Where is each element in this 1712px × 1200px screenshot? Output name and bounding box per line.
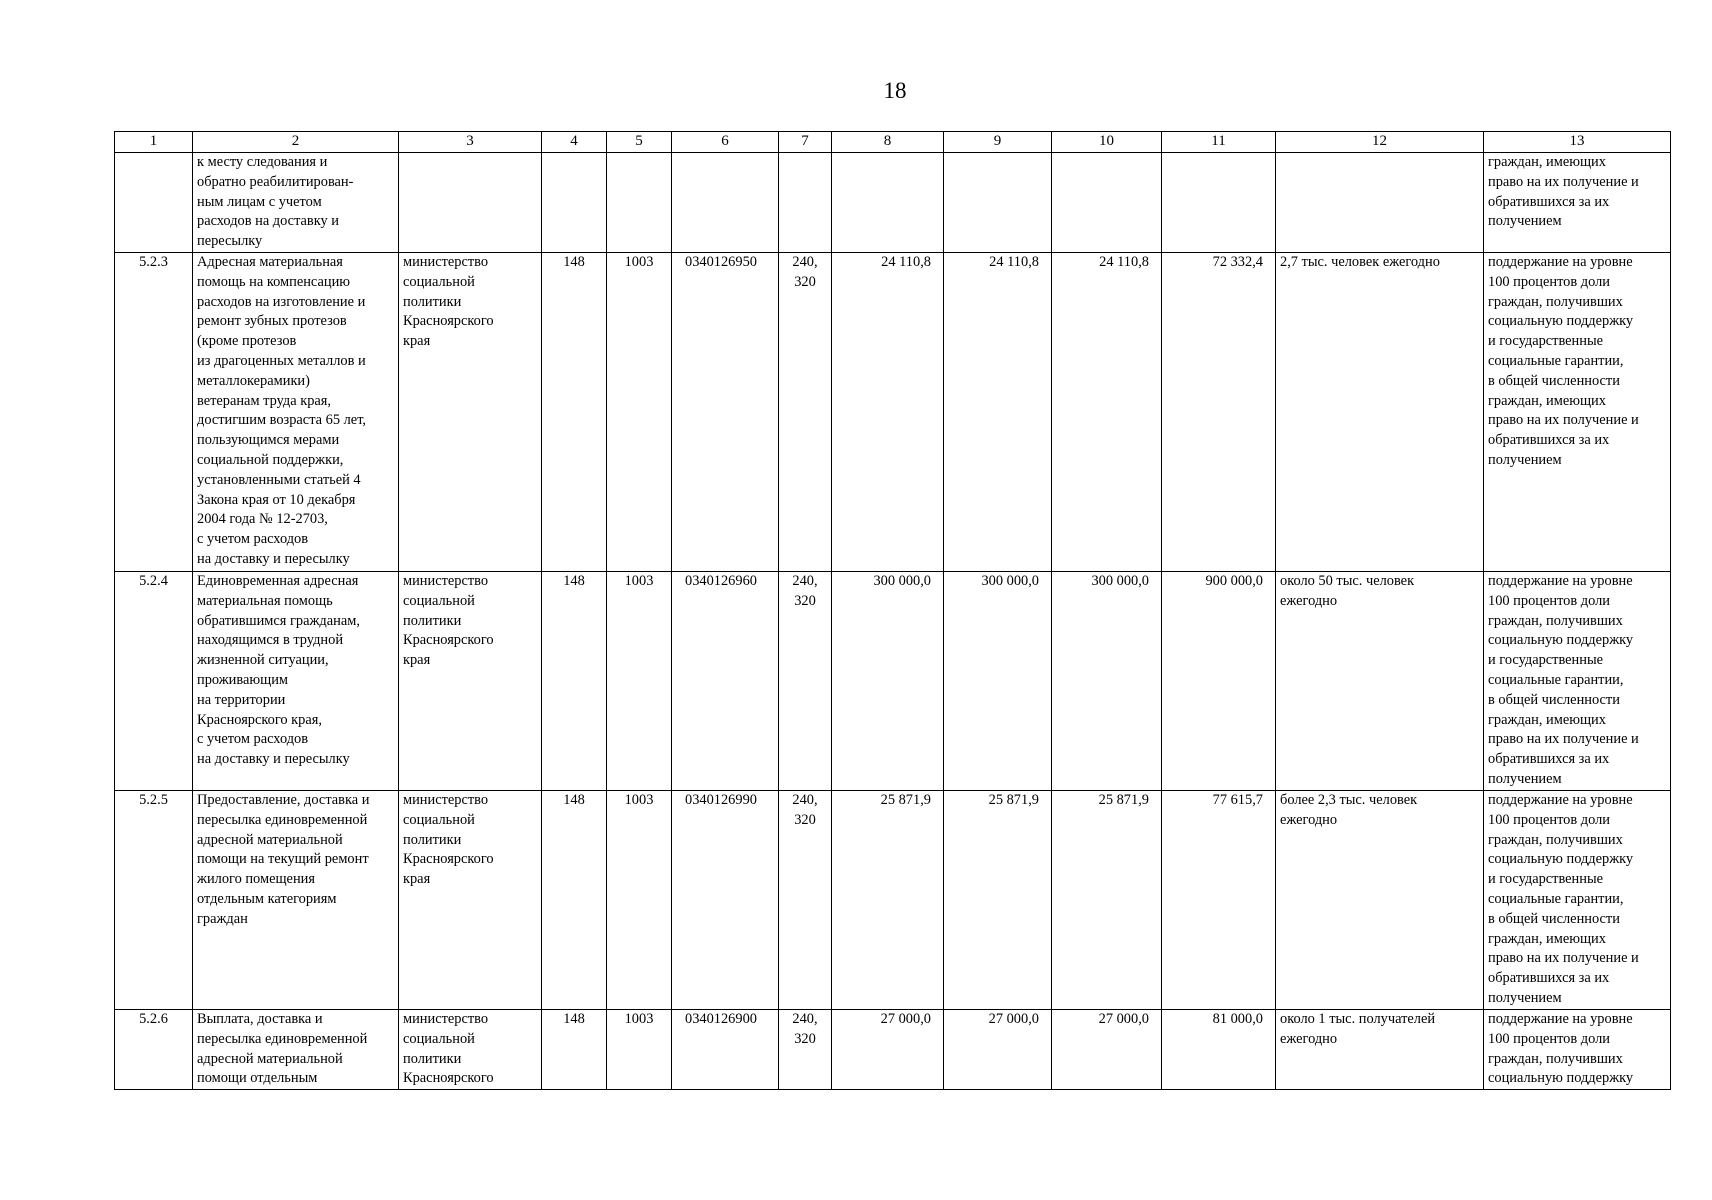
item-vr: 240, 320 — [779, 790, 832, 1009]
column-header: 5 — [607, 132, 672, 153]
item-number: 5.2.6 — [115, 1009, 193, 1089]
item-grbs — [542, 153, 607, 253]
column-header: 3 — [399, 132, 542, 153]
item-indicator: поддержание на уровне 100 процентов доли граждан, получивших социальную поддержку и государственные социальные гарантии, в общей численности граждан, имеющих право на их получение и обратившихся за их получением — [1484, 252, 1671, 571]
column-header: 4 — [542, 132, 607, 153]
table-row — [115, 571, 1671, 790]
item-total: 81 000,0 — [1162, 1009, 1276, 1089]
item-year3: 24 110,8 — [1052, 252, 1162, 571]
item-name: к месту следования и обратно реабилитирован- ным лицам с учетом расходов на доставку и пересылку — [193, 153, 399, 253]
item-number: 5.2.4 — [115, 571, 193, 790]
item-result: 2,7 тыс. человек ежегодно — [1276, 252, 1484, 571]
item-result: около 1 тыс. получателей ежегодно — [1276, 1009, 1484, 1089]
item-total: 900 000,0 — [1162, 571, 1276, 790]
item-csr — [672, 153, 779, 253]
item-year2 — [944, 153, 1052, 253]
item-total: 77 615,7 — [1162, 790, 1276, 1009]
item-vr — [779, 153, 832, 253]
column-header: 1 — [115, 132, 193, 153]
item-vr: 240, 320 — [779, 1009, 832, 1089]
item-executor: министерство социальной политики Красноярского края — [399, 790, 542, 1009]
item-csr: 0340126950 — [672, 252, 779, 571]
table-row — [115, 1009, 1671, 1089]
item-csr: 0340126960 — [672, 571, 779, 790]
column-number-row — [115, 132, 1671, 153]
item-executor: министерство социальной политики Красноярского края — [399, 571, 542, 790]
item-executor — [399, 153, 542, 253]
item-rzpr: 1003 — [607, 790, 672, 1009]
item-year2: 300 000,0 — [944, 571, 1052, 790]
item-year3: 25 871,9 — [1052, 790, 1162, 1009]
item-total — [1162, 153, 1276, 253]
item-indicator: граждан, имеющих право на их получение и обратившихся за их получением — [1484, 153, 1671, 253]
column-header: 9 — [944, 132, 1052, 153]
program-table — [114, 131, 1671, 1090]
column-header: 2 — [193, 132, 399, 153]
item-year3 — [1052, 153, 1162, 253]
page-number: 18 — [883, 78, 907, 103]
item-year1: 25 871,9 — [832, 790, 944, 1009]
item-number: 5.2.5 — [115, 790, 193, 1009]
item-name: Предоставление, доставка и пересылка единовременной адресной материальной помощи на текущий ремонт жилого помещения отдельным категориям граждан — [193, 790, 399, 1009]
column-header: 13 — [1484, 132, 1671, 153]
item-year1: 27 000,0 — [832, 1009, 944, 1089]
item-csr: 0340126990 — [672, 790, 779, 1009]
item-total: 72 332,4 — [1162, 252, 1276, 571]
item-result: около 50 тыс. человек ежегодно — [1276, 571, 1484, 790]
item-name: Адресная материальная помощь на компенсацию расходов на изготовление и ремонт зубных протезов (кроме протезов из драгоценных металлов и металлокерамики) ветеранам труда края, достигшим возраста 65 лет, пользующимся мерами социальной поддержки, установленными статьей 4 Закона края от 10 декабря 2004 года № 12-2703, с учетом расходов на доставку и пересылку — [193, 252, 399, 571]
item-executor: министерство социальной политики Красноярского — [399, 1009, 542, 1089]
item-name: Единовременная адресная материальная помощь обратившимся гражданам, находящимся в трудной жизненной ситуации, проживающим на территории Красноярского края, с учетом расходов на доставку и пересылку — [193, 571, 399, 790]
item-year1: 300 000,0 — [832, 571, 944, 790]
table-row — [115, 790, 1671, 1009]
item-number: 5.2.3 — [115, 252, 193, 571]
column-header: 10 — [1052, 132, 1162, 153]
item-indicator: поддержание на уровне 100 процентов доли граждан, получивших социальную поддержку и государственные социальные гарантии, в общей численности граждан, имеющих право на их получение и обратившихся за их получением — [1484, 790, 1671, 1009]
item-csr: 0340126900 — [672, 1009, 779, 1089]
item-grbs: 148 — [542, 252, 607, 571]
item-indicator: поддержание на уровне 100 процентов доли граждан, получивших социальную поддержку — [1484, 1009, 1671, 1089]
column-header: 8 — [832, 132, 944, 153]
item-vr: 240, 320 — [779, 571, 832, 790]
item-year2: 25 871,9 — [944, 790, 1052, 1009]
item-vr: 240, 320 — [779, 252, 832, 571]
item-executor: министерство социальной политики Красноярского края — [399, 252, 542, 571]
item-rzpr — [607, 153, 672, 253]
item-year3: 300 000,0 — [1052, 571, 1162, 790]
item-year3: 27 000,0 — [1052, 1009, 1162, 1089]
item-indicator: поддержание на уровне 100 процентов доли граждан, получивших социальную поддержку и государственные социальные гарантии, в общей численности граждан, имеющих право на их получение и обратившихся за их получением — [1484, 571, 1671, 790]
item-year2: 24 110,8 — [944, 252, 1052, 571]
column-header: 12 — [1276, 132, 1484, 153]
item-grbs: 148 — [542, 571, 607, 790]
item-year2: 27 000,0 — [944, 1009, 1052, 1089]
item-grbs: 148 — [542, 790, 607, 1009]
item-result: более 2,3 тыс. человек ежегодно — [1276, 790, 1484, 1009]
item-year1: 24 110,8 — [832, 252, 944, 571]
item-rzpr: 1003 — [607, 1009, 672, 1089]
column-header: 11 — [1162, 132, 1276, 153]
item-grbs: 148 — [542, 1009, 607, 1089]
item-name: Выплата, доставка и пересылка единовременной адресной материальной помощи отдельным — [193, 1009, 399, 1089]
column-header: 7 — [779, 132, 832, 153]
item-result — [1276, 153, 1484, 253]
item-rzpr: 1003 — [607, 571, 672, 790]
table-row — [115, 252, 1671, 571]
item-number — [115, 153, 193, 253]
item-year1 — [832, 153, 944, 253]
table-row — [115, 153, 1671, 253]
column-header: 6 — [672, 132, 779, 153]
item-rzpr: 1003 — [607, 252, 672, 571]
